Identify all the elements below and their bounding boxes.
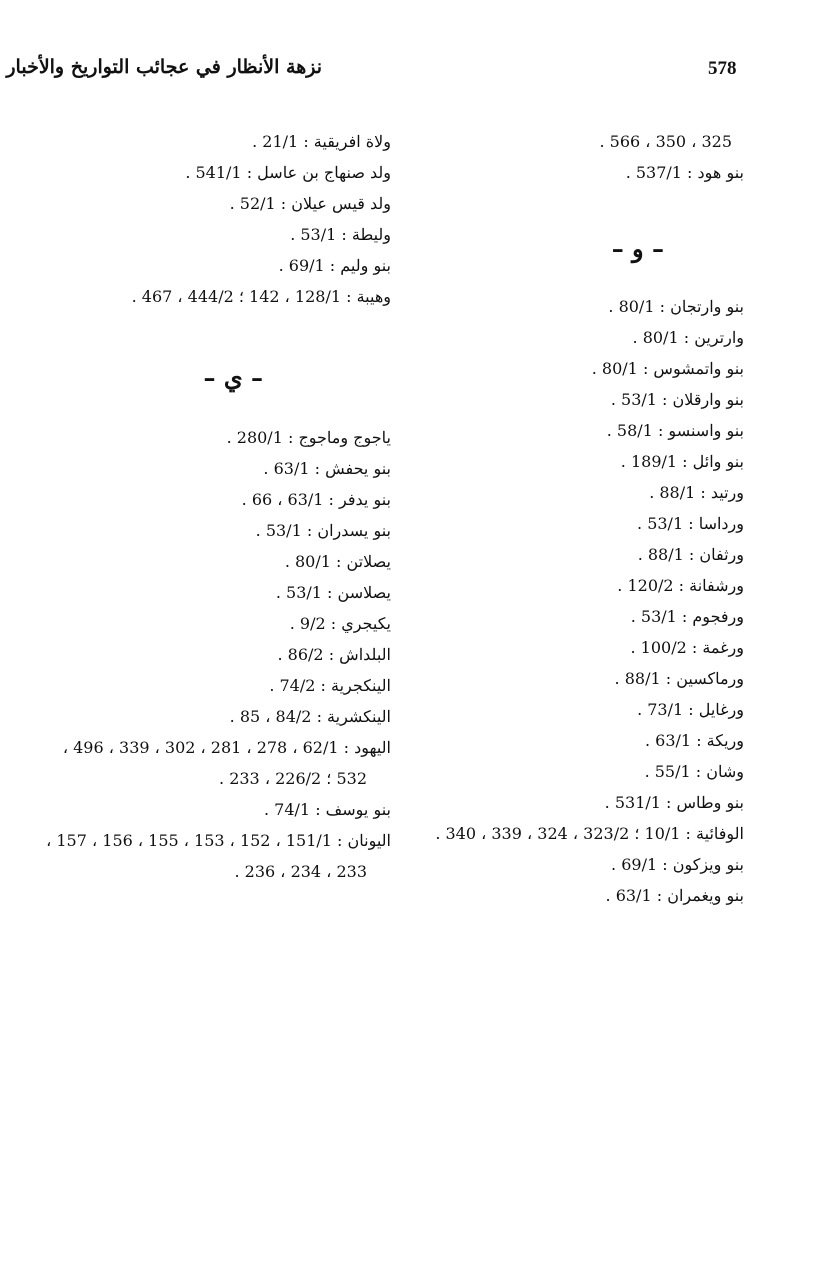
index-entry: ورشفانة : 120/2 . bbox=[617, 576, 744, 595]
spacer bbox=[21, 406, 391, 422]
section-letter-ya: – ي – bbox=[203, 363, 263, 392]
index-entry: بنو يدفر : 63/1 ، 66 . bbox=[241, 490, 391, 509]
index-entry: وهيبة : 128/1 ، 142 ؛ 444/2 ، 467 . bbox=[131, 287, 391, 306]
running-head-title: نزهة الأنظار في عجائب التواريخ والأخبار bbox=[6, 56, 322, 78]
index-entry: يكيجري : 9/2 . bbox=[289, 614, 391, 633]
index-entry: اليهود : 62/1 ، 278 ، 281 ، 302 ، 339 ، 496 ، bbox=[62, 738, 391, 757]
index-entry: الينكجرية : 74/2 . bbox=[269, 676, 391, 695]
index-entry: الينكشرية : 84/2 ، 85 . bbox=[229, 707, 391, 726]
index-entry: ورغمة : 100/2 . bbox=[630, 638, 744, 657]
index-entry: ياجوج وماجوج : 280/1 . bbox=[226, 428, 391, 447]
index-entry-continuation: 233 ، 234 ، 236 . bbox=[234, 862, 367, 881]
index-entry: بنو وارتجان : 80/1 . bbox=[608, 297, 744, 316]
index-entry: وليطة : 53/1 . bbox=[290, 225, 391, 244]
index-entry: بنو يوسف : 74/1 . bbox=[264, 800, 391, 819]
index-entry: وارترين : 80/1 . bbox=[632, 328, 744, 347]
index-entry: ورغايل : 73/1 . bbox=[637, 700, 744, 719]
index-entry: بنو وليم : 69/1 . bbox=[278, 256, 391, 275]
index-entry: يصلاسن : 53/1 . bbox=[275, 583, 391, 602]
index-entry: الوفائية : 10/1 ؛ 323/2 ، 324 ، 339 ، 340 . bbox=[435, 824, 744, 843]
index-entry: وريكة : 63/1 . bbox=[645, 731, 744, 750]
index-entry: اليونان : 151/1 ، 152 ، 153 ، 155 ، 156 ، 157 ، bbox=[46, 831, 391, 850]
index-entry: بنو يسدران : 53/1 . bbox=[255, 521, 391, 540]
index-entry: ورتيد : 88/1 . bbox=[649, 483, 744, 502]
index-entry: ورفجوم : 53/1 . bbox=[630, 607, 744, 626]
index-column-left bbox=[21, 126, 391, 887]
index-entry: بنو يحفش : 63/1 . bbox=[263, 459, 391, 478]
section-letter-waw: – و – bbox=[611, 234, 664, 263]
spacer bbox=[414, 188, 744, 221]
index-entry: يصلاتن : 80/1 . bbox=[284, 552, 391, 571]
index-entry: بنو ويزكون : 69/1 . bbox=[611, 855, 744, 874]
index-entry: ولاة افريقية : 21/1 . bbox=[252, 132, 391, 151]
index-entry: ورثفان : 88/1 . bbox=[637, 545, 744, 564]
index-entry: ورماكسين : 88/1 . bbox=[614, 669, 744, 688]
index-entry: ولد صنهاج بن عاسل : 541/1 . bbox=[185, 163, 391, 182]
index-entry: بنو هود : 537/1 . bbox=[625, 163, 744, 182]
index-entry: بنو وارقلان : 53/1 . bbox=[610, 390, 744, 409]
index-entry: بنو ويغمران : 63/1 . bbox=[605, 886, 744, 905]
index-entry: ورداسا : 53/1 . bbox=[637, 514, 744, 533]
index-entry-continuation: 532 ؛ 226/2 ، 233 . bbox=[219, 769, 367, 788]
page-number: 578 bbox=[708, 58, 737, 79]
index-entry: بنو وطاس : 531/1 . bbox=[604, 793, 744, 812]
index-column-right bbox=[414, 126, 744, 911]
index-entry: بنو واسنسو : 58/1 . bbox=[606, 421, 744, 440]
spacer bbox=[414, 277, 744, 291]
index-entry: بنو وائل : 189/1 . bbox=[620, 452, 744, 471]
index-entry-continuation: 325 ، 350 ، 566 . bbox=[599, 132, 732, 151]
index-entry: وشان : 55/1 . bbox=[644, 762, 744, 781]
index-entry: بنو واتمشوس : 80/1 . bbox=[591, 359, 744, 378]
index-entry: ولد قيس عيلان : 52/1 . bbox=[229, 194, 391, 213]
index-entry: البلداش : 86/2 . bbox=[277, 645, 391, 664]
spacer bbox=[21, 312, 391, 350]
